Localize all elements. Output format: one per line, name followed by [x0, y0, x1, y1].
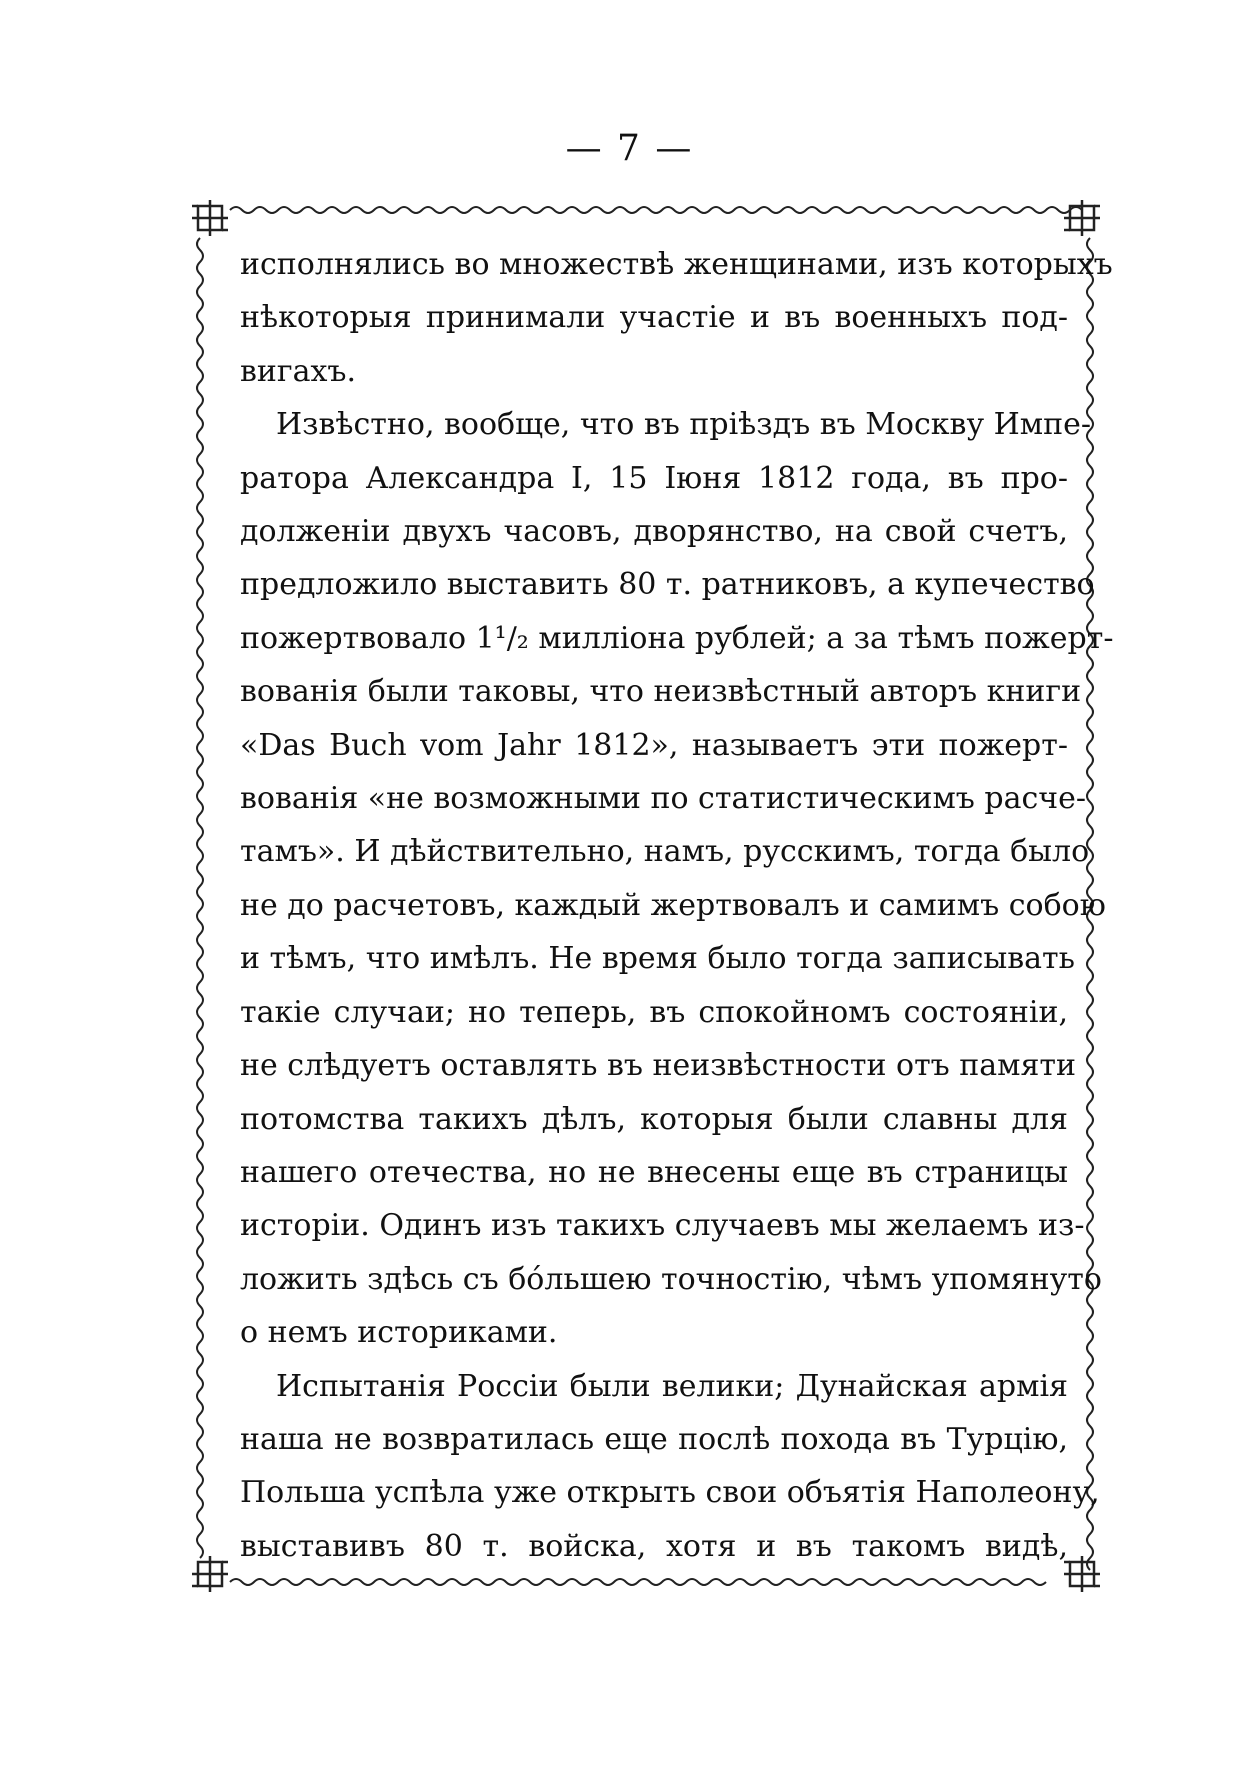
text-line: наша не возвратилась еще послѣ похода въ Турцію, [240, 1421, 1068, 1457]
text-line: предложило выставить 80 т. ратниковъ, а купечество [240, 567, 1095, 603]
text-line: такіе случаи; но теперь, въ спокойномъ состояніи, [240, 994, 1068, 1030]
text-line: ратора Александра I, 15 Іюня 1812 года, въ про- [240, 460, 1068, 496]
text-line: «Das Buch vom Jahr 1812», называетъ эти пожерт- [240, 727, 1068, 763]
text-line: и тѣмъ, что имѣлъ. Не время было тогда записывать [240, 941, 1075, 977]
text-line: не слѣдуетъ оставлять въ неизвѣстности отъ памяти [240, 1048, 1077, 1084]
text-line: исторіи. Одинъ изъ такихъ случаевъ мы желаемъ из- [240, 1208, 1085, 1244]
text-line: Извѣстно, вообще, что въ пріѣздъ въ Москву Импе- [276, 407, 1092, 443]
top-wavy-rule [230, 207, 1082, 213]
text-line: вованія «не возможными по статистическимъ расче- [240, 781, 1087, 817]
text-line: Польша успѣла уже открыть свои объятія Наполеону, [240, 1475, 1100, 1511]
page-number: — 7 — [565, 128, 694, 169]
body-text [240, 238, 1114, 1573]
corner-top-right [1064, 200, 1100, 236]
text-line: ложить здѣсь съ бо́льшею точностію, чѣмъ упомянуто [240, 1261, 1102, 1297]
text-line: не до расчетовъ, каждый жертвовалъ и самимъ собою [240, 887, 1106, 923]
text-line: нашего отечества, но не внесены еще въ страницы [240, 1154, 1068, 1190]
text-line: пожертвовало 1¹/₂ милліона рублей; а за тѣмъ пожерт- [240, 620, 1114, 656]
text-line: выставивъ 80 т. войска, хотя и въ такомъ видѣ, [240, 1528, 1068, 1564]
bottom-wavy-rule [230, 1579, 1046, 1585]
left-wavy-rule [197, 238, 203, 1558]
text-line: исполнялись во множествѣ женщинами, изъ которыхъ [240, 247, 1113, 282]
text-line: долженіи двухъ часовъ, дворянство, на свой счетъ, [240, 514, 1068, 550]
corner-bottom-left [192, 1556, 228, 1592]
text-line: Испытанія Россіи были велики; Дунайская армія [276, 1368, 1068, 1404]
corner-top-left [192, 200, 228, 236]
text-line: потомства такихъ дѣлъ, которыя были славны для [240, 1101, 1068, 1137]
text-line: тамъ». И дѣйствительно, намъ, русскимъ, тогда было [240, 834, 1090, 870]
text-line: вованія были таковы, что неизвѣстный авторъ книги [240, 674, 1082, 710]
corner-bottom-right [1064, 1556, 1100, 1592]
text-line: нѣкоторыя принимали участіе и въ военныхъ под- [240, 300, 1068, 336]
text-line: вигахъ. [240, 353, 357, 389]
text-line: о немъ историками. [240, 1315, 558, 1351]
